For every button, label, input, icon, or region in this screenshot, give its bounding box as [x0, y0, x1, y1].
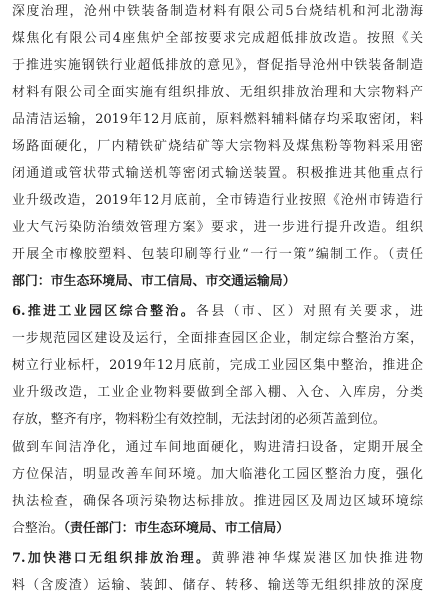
text-line — [12, 412, 423, 428]
text-run: 场路面硬化，厂内精铁矿烧结矿等大宗物料及煤焦粉等物料采用密 — [12, 139, 423, 154]
text-line — [12, 578, 423, 594]
text-run: 树立行业标杆，2019年12月底前，完成工业园区集中整治，推进企 — [12, 358, 423, 373]
bold-text-run: 7.加快港口无组织排放治理。 — [12, 551, 212, 566]
text-run: 一步规范园区建设及运行，全面排查园区企业，制定综合整治方案， — [12, 331, 423, 346]
text-line — [12, 139, 423, 155]
text-line — [12, 4, 423, 20]
text-run: 业大气污染防治绩效管理方案》要求，进一步进行提升改造。组织 — [12, 220, 423, 235]
text-line — [12, 166, 423, 182]
text-line — [12, 247, 423, 263]
text-run: 品清洁运输，2019年12月底前，原料燃料辅料储存均采取密闭，料 — [12, 112, 423, 127]
text-line — [12, 331, 423, 347]
text-line — [12, 304, 423, 320]
text-run: 合整治。 — [12, 521, 64, 536]
text-line — [12, 358, 423, 374]
bold-text-run: 部门：市生态环境局、市工信局、市交通运输局） — [12, 274, 296, 289]
text-line — [12, 467, 423, 483]
text-run: 执法检查，确保各项污染物达标排放。推进园区及周边区域环境综 — [12, 494, 423, 509]
text-line — [12, 85, 423, 101]
text-line — [12, 193, 423, 209]
text-run: 开展全市橡胶塑料、包装印刷等行业“一行一策”编制工作。（责任 — [12, 247, 423, 262]
text-run: 存放，整齐有序，物料粉尘有效控制，无法封闭的必须苫盖到位。 — [12, 412, 386, 427]
text-line — [12, 112, 423, 128]
text-run: 黄骅港神华煤炭港区加快推进物 — [211, 551, 423, 566]
text-run: 于推进实施钢铁行业超低排放的意见》，督促指导沧州中铁装备制造 — [12, 58, 423, 73]
text-line — [12, 385, 423, 401]
text-run: 做到车间洁净化，通过车间地面硬化，购进清扫设备，定期开展全 — [12, 440, 423, 455]
bold-text-run: 6.推进工业园区综合整治。 — [12, 304, 197, 319]
text-run: 方位保洁，明显改善车间环境。加大临港化工园区整治力度，强化 — [12, 467, 423, 482]
text-run: 闭通道或管状带式输送机等密闭式输送装置。积极推进其他重点行 — [12, 166, 423, 181]
text-run: 业升级改造，2019年12月底前，全市铸造行业按照《沧州市铸造行 — [12, 193, 423, 208]
text-line — [12, 521, 423, 537]
text-line — [12, 58, 423, 74]
text-line — [12, 274, 423, 290]
text-run: 煤焦化有限公司4座焦炉全部按要求完成超低排放改造。按照《关 — [12, 31, 423, 46]
text-run: 深度治理，沧州中铁装备制造材料有限公司5台烧结机和河北渤海 — [12, 4, 423, 19]
bold-text-run: （责任部门：市生态环境局、市工信局） — [63, 521, 290, 536]
text-run: 料（含废渣）运输、装卸、储存、转移、输送等无组织排放的深度 — [12, 578, 423, 593]
text-line — [12, 551, 423, 567]
text-line — [12, 494, 423, 510]
text-run: 各县（市、区）对照有关要求，进 — [196, 304, 423, 319]
text-line — [12, 31, 423, 47]
text-run: 业升级改造，工业企业物料要做到全部入棚、入仓、入库房，分类 — [12, 385, 423, 400]
text-line — [12, 220, 423, 236]
text-run: 材料有限公司全面实施有组织排放、无组织排放治理和大宗物料产 — [12, 85, 423, 100]
text-line — [12, 440, 423, 456]
